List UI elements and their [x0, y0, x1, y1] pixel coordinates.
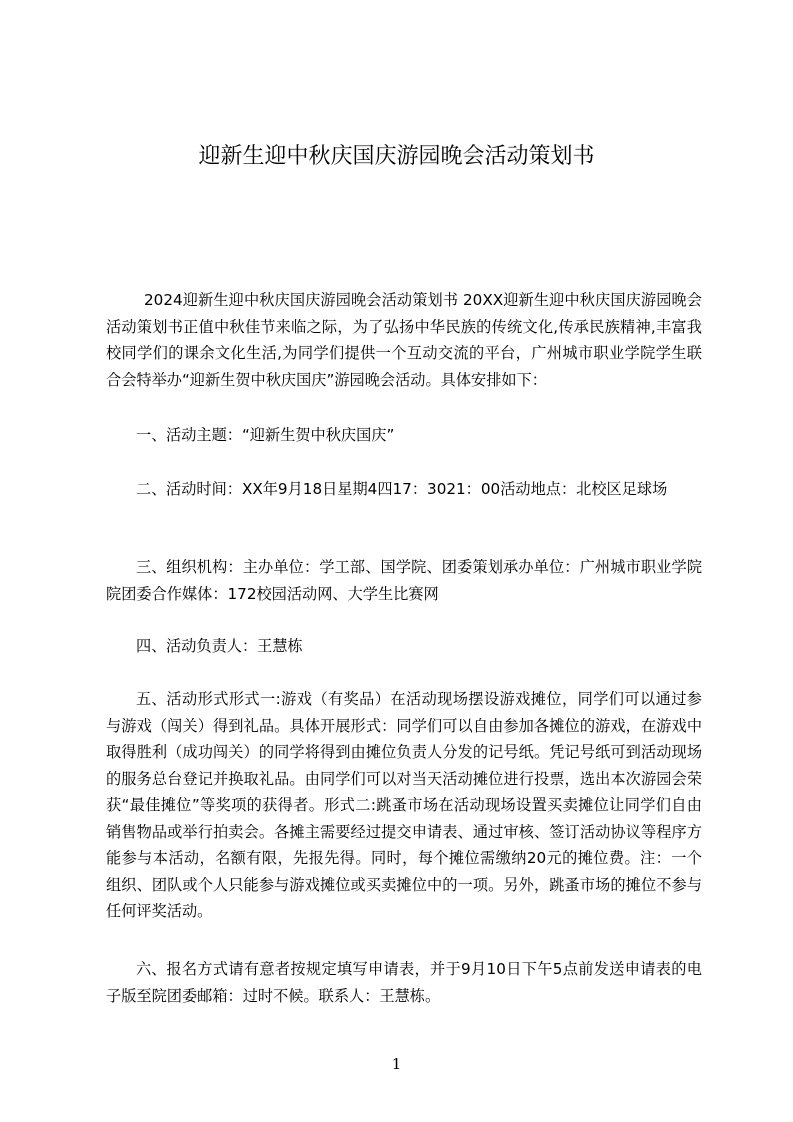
intro-paragraph [106, 287, 702, 393]
section-4 [106, 633, 702, 660]
section-text: 活动负责人：王慧栋 [166, 637, 303, 655]
section-text: 活动主题：“迎新生贺中秋庆国庆” [166, 426, 395, 444]
section-number: 二、 [136, 480, 167, 498]
section-number: 一、 [136, 426, 167, 444]
section-number: 五、 [136, 690, 167, 708]
section-text: 活动形式形式一:游戏（有奖品）在活动现场摆设游戏摊位，同学们可以通过参与游戏（闯关）得到礼品。具体开展形式：同学们可以自由参加各摊位的游戏，在游戏中取得胜利（成功闯关）的同学将得到由摊位负责人分发的记号纸。凭记号纸可到活动现场的服务总台登记并换取礼品。由同学们可以对当天活动摊位进行投票，选出本次游园会荣获“最佳摊位”等奖项的获得者。形式二:跳蚤市场在活动现场设置买卖摊位让同学们自由销售物品或举行拍卖会。各摊主需要经过提交申请表、通过审核、签订活动协议等程序方能参与本活动，名额有限，先报先得。同时，每个摊位需缴纳20元的摊位费。注：一个组织、团队或个人只能参与游戏摊位或买卖摊位中的一项。另外，跳蚤市场的摊位不参与任何评奖活动。 [106, 690, 702, 920]
document-title: 迎新生迎中秋庆国庆游园晚会活动策划书 [198, 144, 595, 169]
section-2 [106, 476, 702, 503]
page-number: 1 [391, 1055, 402, 1073]
section-6 [106, 956, 702, 1009]
section-1 [106, 422, 702, 449]
section-number: 三、 [136, 558, 167, 576]
section-5 [106, 686, 702, 925]
section-number: 六、 [136, 960, 167, 978]
section-number: 四、 [136, 637, 167, 655]
section-text: 组织机构：主办单位：学工部、国学院、团委策划承办单位：广州城市职业学院院团委合作媒体：172校园活动网、大学生比赛网 [106, 558, 702, 603]
section-text: 活动时间：XX年9月18日星期4四17：3021：00活动地点：北校区足球场 [166, 480, 668, 498]
section-3 [106, 554, 702, 607]
intro-text: 2024迎新生迎中秋庆国庆游园晚会活动策划书 20XX迎新生迎中秋庆国庆游园晚会活动策划书正值中秋佳节来临之际，为了弘扬中华民族的传统文化,传承民族精神,丰富我校同学们的课余文化生活,为同学们提供一个互动交流的平台，广州城市职业学院学生联合会特举办“迎新生贺中秋庆国庆”游园晚会活动。具体安排如下： [106, 291, 702, 389]
section-text: 报名方式请有意者按规定填写申请表，并于9月10日下午5点前发送申请表的电子版至院团委邮箱：过时不候。联系人：王慧栋。 [106, 960, 702, 1005]
